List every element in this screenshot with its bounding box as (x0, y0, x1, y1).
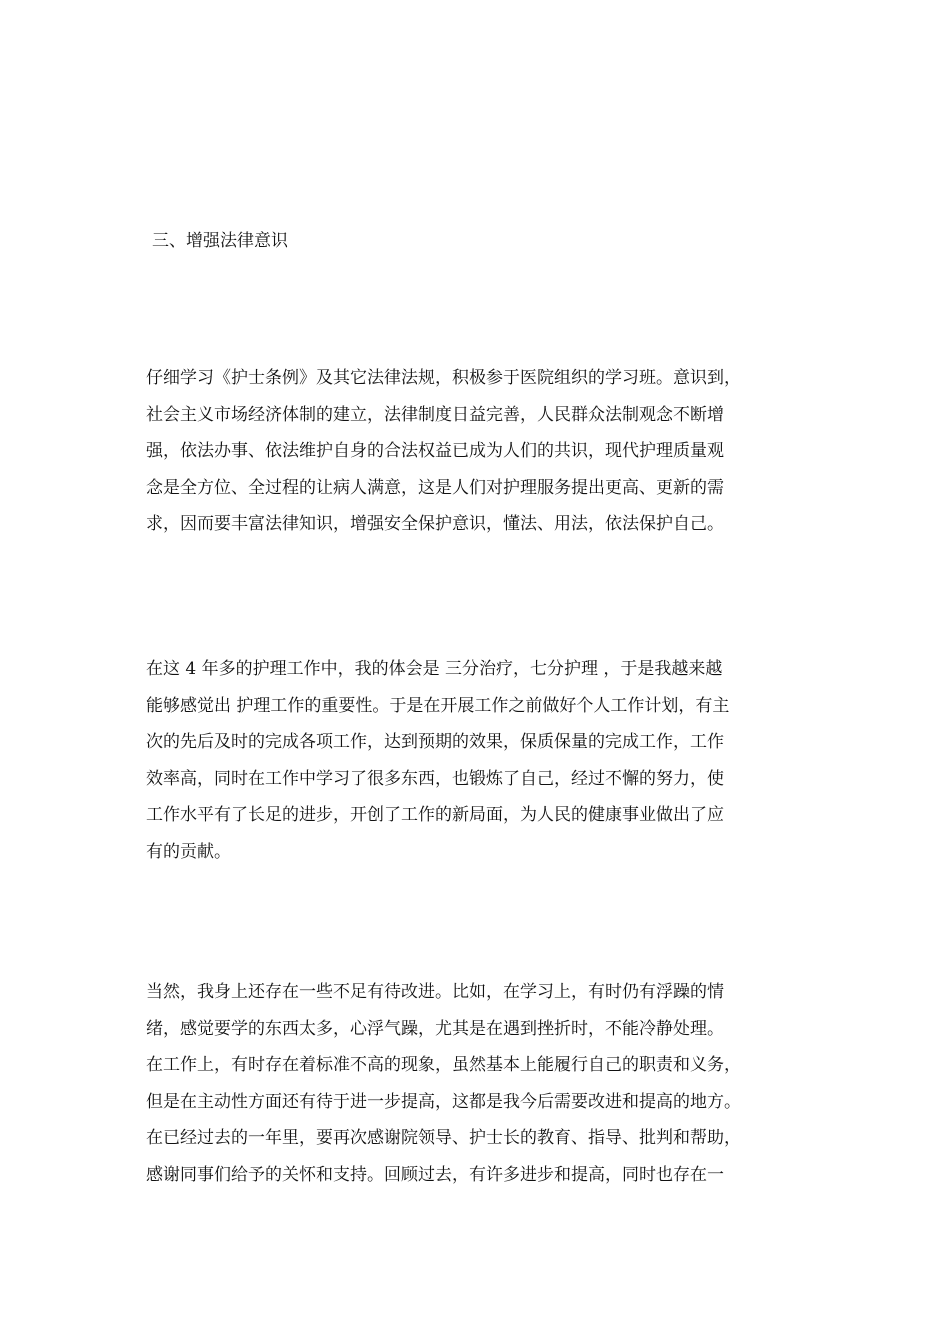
paragraph-line: 社会主义市场经济体制的建立，法律制度日益完善，人民群众法制观念不断增 (146, 404, 724, 425)
paragraph-line: 效率高，同时在工作中学习了很多东西，也锻炼了自己，经过不懈的努力，使 (146, 768, 724, 789)
paragraph-line: 有的贡献。 (146, 841, 231, 862)
section-heading: 三、增强法律意识 (152, 231, 288, 251)
paragraph-line: 在工作上，有时存在着标准不高的现象，虽然基本上能履行自己的职责和义务， (146, 1055, 741, 1075)
paragraph-legal-awareness (146, 360, 810, 543)
paragraph-line: 在已经过去的一年里，要再次感谢院领导、护士长的教育、指导、批判和帮助， (146, 1128, 741, 1148)
paragraph-line: 念是全方位、全过程的让病人满意，这是人们对护理服务提出更高、更新的需 (146, 477, 724, 498)
paragraph-shortcomings (146, 974, 810, 1193)
paragraph-line: 在这 4 年多的护理工作中，我的体会是 三分治疗，七分护理 ，于是我越来越 (146, 659, 723, 679)
paragraph-line: 次的先后及时的完成各项工作，达到预期的效果，保质保量的完成工作，工作 (146, 732, 724, 752)
paragraph-line: 但是在主动性方面还有待于进一步提高，这都是我今后需要改进和提高的地方。 (146, 1091, 741, 1112)
paragraph-line: 感谢同事们给予的关怀和支持。回顾过去，有许多进步和提高，同时也存在一 (146, 1164, 724, 1185)
paragraph-line: 仔细学习《护士条例》及其它法律法规，积极参于医院组织的学习班。意识到， (146, 368, 741, 388)
paragraph-line: 绪，感觉要学的东西太多，心浮气躁，尤其是在遇到挫折时，不能冷静处理。 (146, 1018, 724, 1039)
paragraph-line: 能够感觉出 护理工作的重要性。于是在开展工作之前做好个人工作计划，有主 (146, 695, 730, 716)
paragraph-line: 工作水平有了长足的进步，开创了工作的新局面，为人民的健康事业做出了应 (146, 805, 724, 825)
paragraph-line: 当然，我身上还存在一些不足有待改进。比如，在学习上，有时仍有浮躁的情 (146, 982, 724, 1002)
paragraph-line: 求，因而要丰富法律知识，增强安全保护意识，懂法、用法，依法保护自己。 (146, 514, 724, 534)
paragraph-nursing-work (146, 651, 810, 870)
paragraph-line: 强，依法办事、依法维护自身的合法权益已成为人们的共识，现代护理质量观 (146, 441, 724, 461)
